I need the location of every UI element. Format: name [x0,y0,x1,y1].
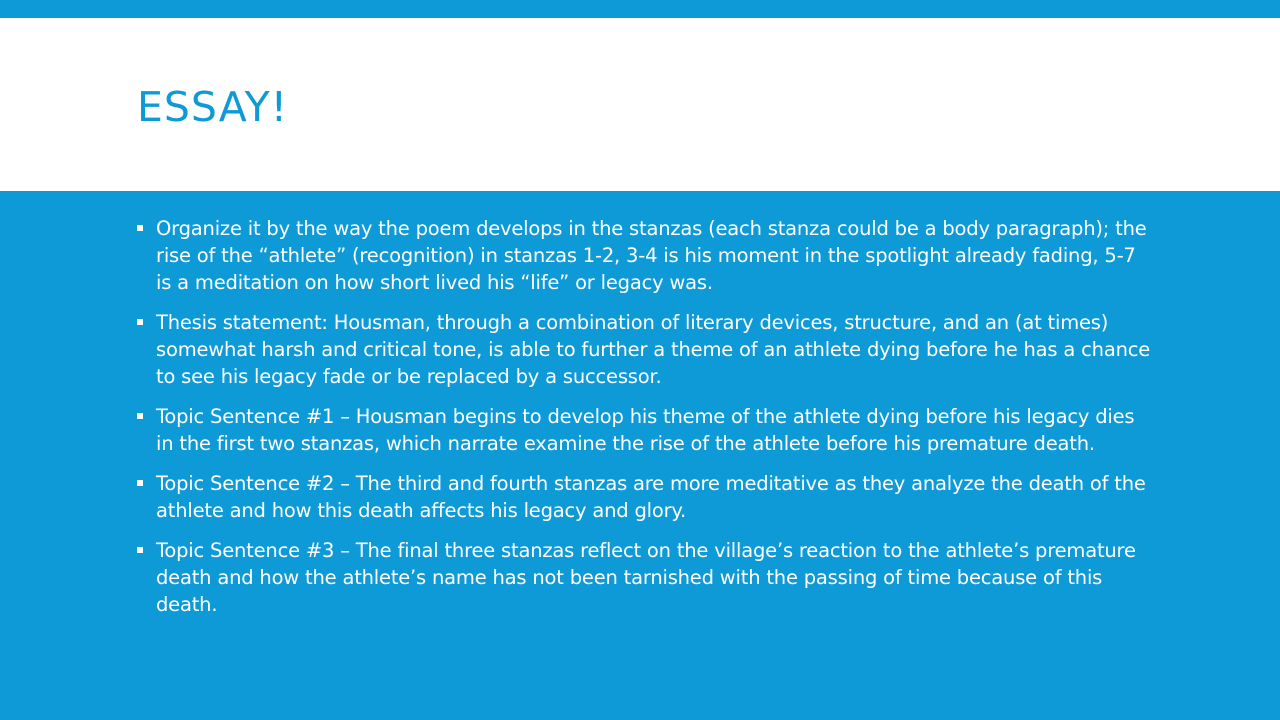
bullet-text: Topic Sentence #3 – The final three stanzas reflect on the village’s reaction to the athlete’s premature death and how the athlete’s name has not been tarnished with the passing of time because of this death. [156,539,1136,616]
square-bullet-icon [137,413,143,419]
bullet-item [133,309,1153,390]
top-accent-bar [0,0,1280,18]
square-bullet-icon [137,547,143,553]
bullet-item [133,470,1153,524]
bullet-item [133,215,1153,296]
bullet-list [133,215,1153,631]
bullet-item [133,537,1153,618]
bullet-text: Topic Sentence #1 – Housman begins to develop his theme of the athlete dying before his legacy dies in the first two stanzas, which narrate examine the rise of the athlete before his premature death. [156,405,1135,455]
square-bullet-icon [137,480,143,486]
bullet-text: Thesis statement: Housman, through a combination of literary devices, structure, and an (at times) somewhat harsh and critical tone, is able to further a theme of an athlete dying before he has a chance to see his legacy fade or be replaced by a successor. [156,311,1151,388]
square-bullet-icon [137,319,143,325]
slide-title: ESSAY! [137,83,289,131]
bullet-item [133,403,1153,457]
bullet-text: Organize it by the way the poem develops in the stanzas (each stanza could be a body paragraph); the rise of the “athlete” (recognition) in stanzas 1-2, 3-4 is his moment in the spotlight already fading, 5-7 is a meditation on how short lived his “life” or legacy was. [156,217,1147,294]
bullet-text: Topic Sentence #2 – The third and fourth stanzas are more meditative as they analyze the death of the athlete and how this death affects his legacy and glory. [156,472,1146,522]
square-bullet-icon [137,225,143,231]
